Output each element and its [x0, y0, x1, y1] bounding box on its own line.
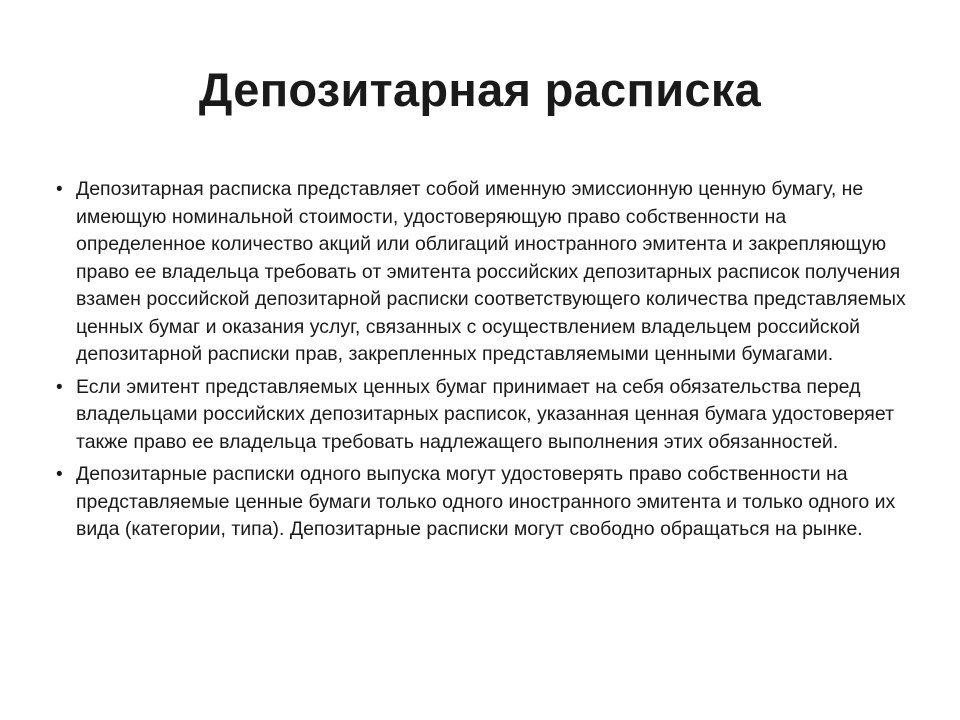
bullet-item	[56, 374, 916, 457]
bullet-icon: •	[56, 376, 63, 398]
bullet-item	[56, 461, 916, 544]
bullet-icon: •	[56, 464, 63, 485]
bullet-icon: •	[56, 179, 63, 200]
bullet-list	[56, 176, 916, 549]
bullet-text: Депозитарная расписка представляет собой именную эмиссионную ценную бумагу, не имеющую номинальной стоимости, удостоверяющую право собственности на определенное количество акций или облигаций иностранного эмитента и закрепляющую право ее владельца требовать от эмитента российских депозитарных расписок получения взамен российской депозитарной расписки соответствующего количества представляемых ценных бумаг и оказания услуг, связанных с осуществлением владельцем российской депозитарной расписки прав, закрепленных представляемыми ценными бумагами.	[76, 178, 906, 365]
bullet-item	[56, 176, 916, 369]
slide-title: Депозитарная расписка	[198, 63, 762, 116]
bullet-text: Если эмитент представляемых ценных бумаг принимает на себя обязательства перед владельцами российских депозитарных расписок, указанная ценная бумага удостоверяет также право ее владельца требовать надлежащего выполнения этих обязанностей.	[76, 375, 895, 453]
bullet-text: Депозитарные расписки одного выпуска могут удостоверять право собственности на представляемые ценные бумаги только одного иностранного эмитента и только одного их вида (категории, типа). Депозитарные расписки могут свободно обращаться на рынке.	[76, 463, 896, 540]
